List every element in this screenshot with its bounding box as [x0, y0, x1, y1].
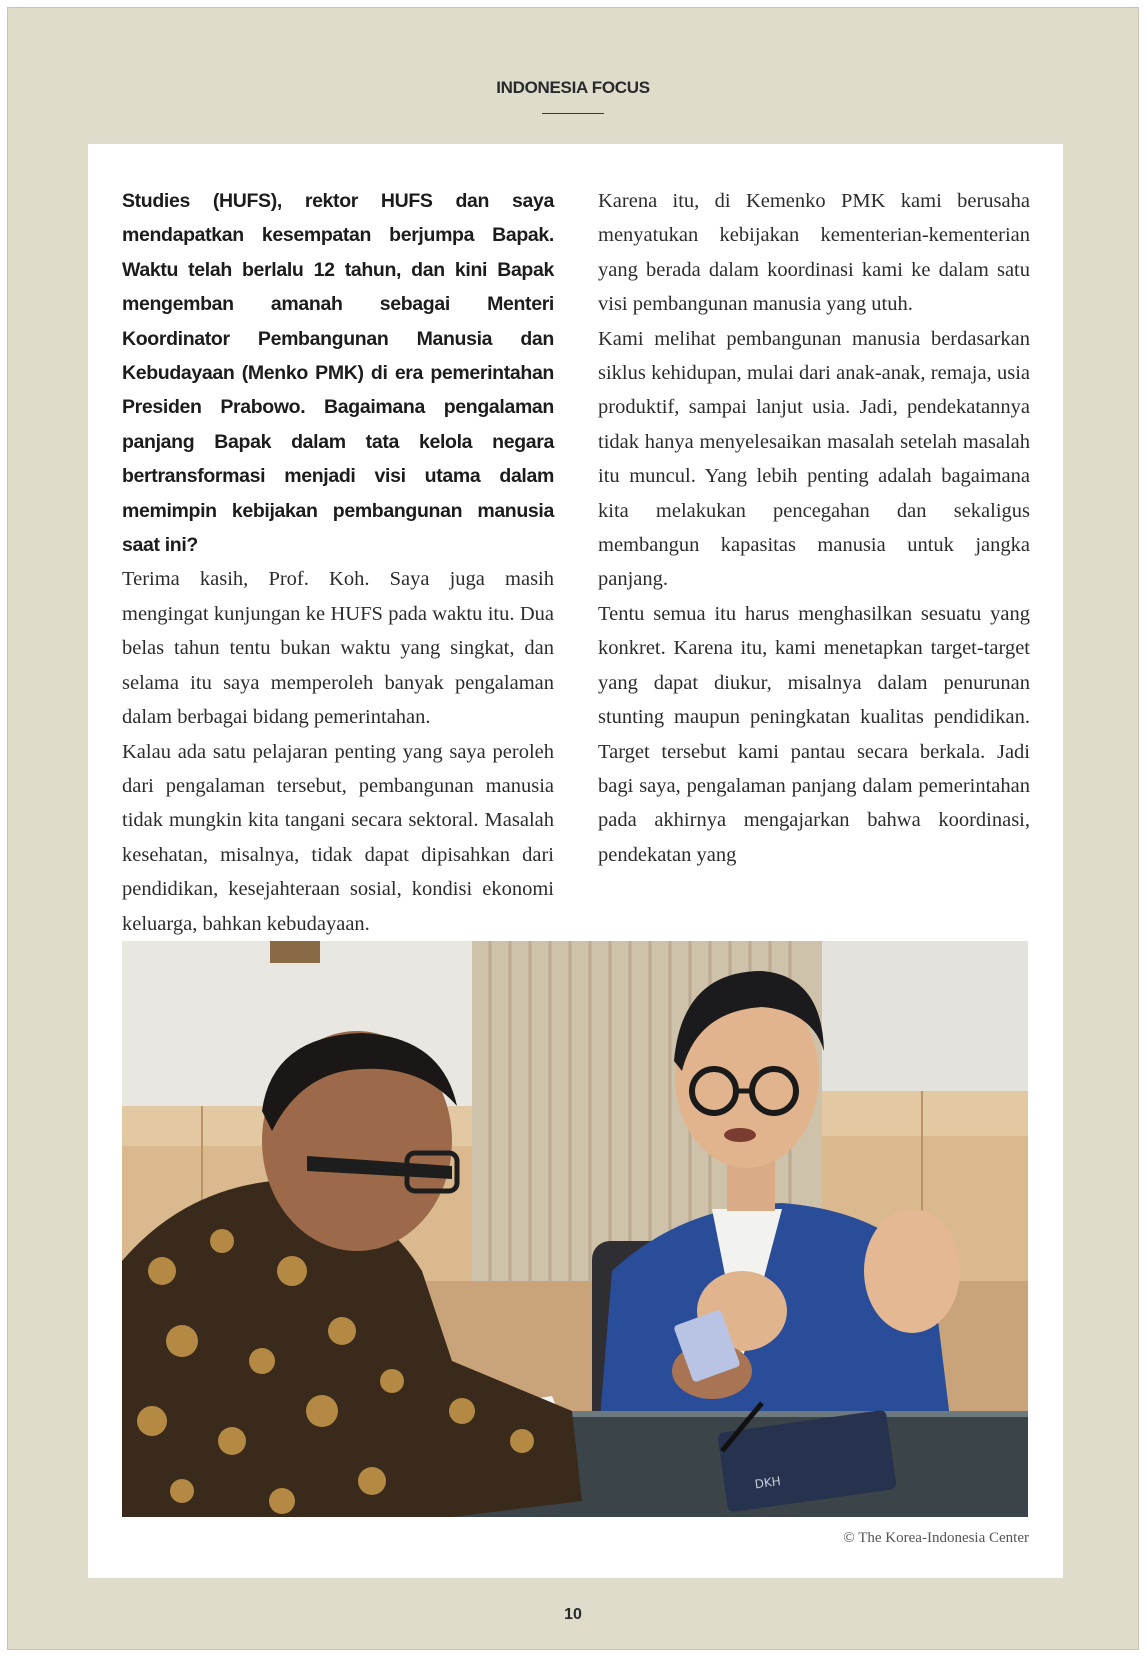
photo-credit: © The Korea-Indonesia Center [843, 1530, 1029, 1546]
right-column [598, 184, 1030, 904]
section-header: INDONESIA FOCUS [496, 78, 650, 97]
photo-illustration [122, 941, 1028, 1517]
interview-photo [122, 941, 1028, 1517]
left-column [122, 184, 554, 935]
answer-paragraph: Kalau ada satu pelajaran penting yang saya peroleh dari pengalaman tersebut, pembangunan manusia tidak mungkin kita tangani secara sektoral. Masalah kesehatan, misalnya, tidak dapat dipisahkan dari pendidikan, kesejahteraan sosial, kondisi ekonomi keluarga, bahkan kebudayaan. [122, 740, 554, 935]
answer-paragraph: Kami melihat pembangunan manusia berdasarkan siklus kehidupan, mulai dari anak-anak, remaja, usia produktif, sampai lanjut usia. Jadi, pendekatannya tidak hanya menyelesaikan masalah setelah masalah itu muncul. Yang lebih penting adalah bagaimana kita melakukan pencegahan dan sekaligus membangun kapasitas manusia untuk jangka panjang. [598, 327, 1030, 591]
answer-paragraph: Karena itu, di Kemenko PMK kami berusaha menyatukan kebijakan kementerian-kementerian yang berada dalam koordinasi kami ke dalam satu visi pembangunan manusia yang utuh. [598, 190, 1030, 316]
notebook-logo: DKH [753, 1473, 782, 1492]
answer-paragraph: Terima kasih, Prof. Koh. Saya juga masih mengingat kunjungan ke HUFS pada waktu itu. Dua belas tahun tentu bukan waktu yang singkat, dan selama itu saya memperoleh banyak pengalaman dalam berbagai bidang pemerintahan. [122, 568, 554, 729]
header-divider [542, 113, 604, 114]
article-card [88, 144, 1063, 1578]
magazine-page [7, 7, 1139, 1650]
page-number: 10 [564, 1606, 582, 1623]
answer-paragraph: Tentu semua itu harus menghasilkan sesuatu yang konkret. Karena itu, kami menetapkan target-target yang dapat diukur, misalnya dalam penurunan stunting maupun peningkatan kualitas pendidikan. Target tersebut kami pantau secara berkala. Jadi bagi saya, pengalaman panjang dalam pemerintahan pada akhirnya mengajarkan bahwa koordinasi, pendekatan yang [598, 602, 1030, 866]
interview-question: Studies (HUFS), rektor HUFS dan saya mendapatkan kesempatan berjumpa Bapak. Waktu telah berlalu 12 tahun, dan kini Bapak mengemban amanah sebagai Menteri Koordinator Pembangunan Manusia dan Kebudayaan (Menko PMK) di era pemerintahan Presiden Prabowo. Bagaimana pengalaman panjang Bapak dalam tata kelola negara bertransformasi menjadi visi utama dalam memimpin kebijakan pembangunan manusia saat ini? [122, 190, 554, 557]
